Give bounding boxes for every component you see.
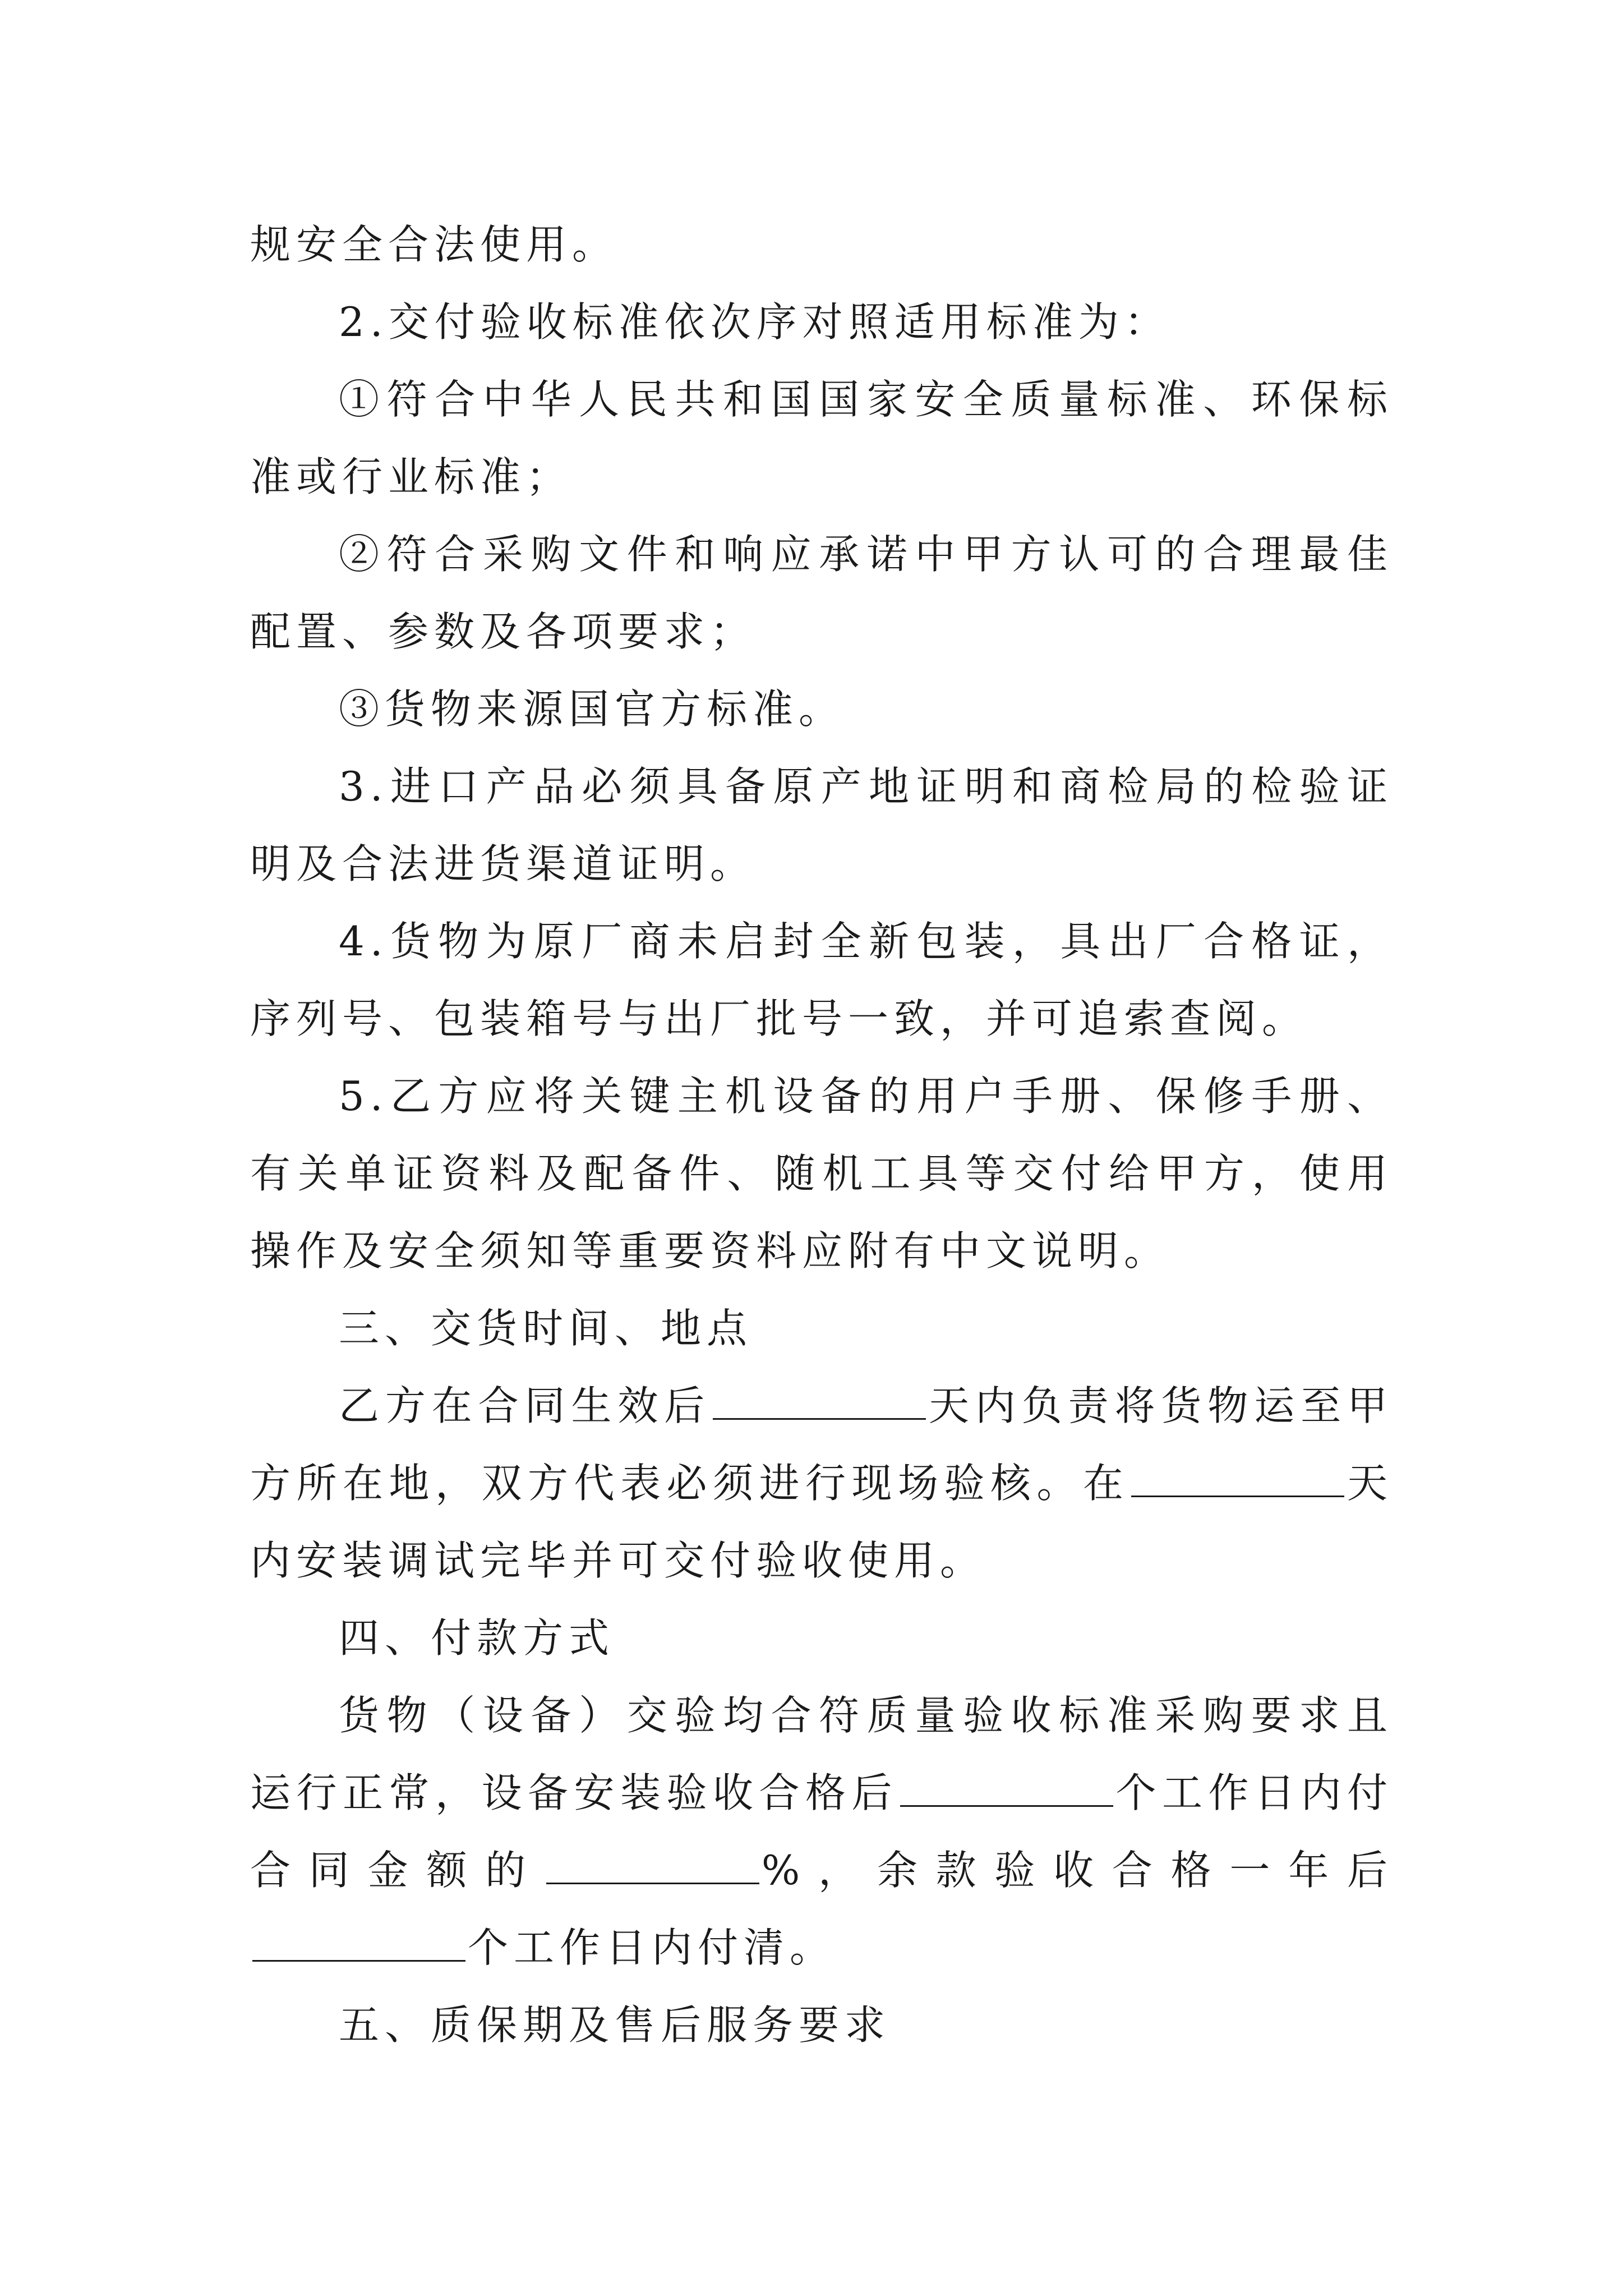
paragraph: ③货物来源国官方标准。: [339, 685, 845, 733]
fill-in-blank: [900, 1770, 1113, 1807]
paragraph: 规安全合法使用。: [250, 221, 619, 268]
fill-in-blank: [1131, 1461, 1344, 1497]
text-run: 个工作日内付合同金额的: [250, 1769, 1393, 1894]
text-run: 货物（设备）交验均合符质量验收标准采购要求且运行正常，设备安装验收合格后: [250, 1692, 1393, 1816]
fill-in-blank: [546, 1848, 759, 1884]
section-heading: 三、交货时间、地点: [339, 1305, 753, 1352]
document-body: [250, 206, 1393, 2064]
paragraph: ①符合中华人民共和国国家安全质量标准、环保标准或行业标准；: [250, 376, 1393, 500]
paragraph: 2.交付验收标准依次序对照适用标准为：: [339, 298, 1170, 346]
paragraph: 4.货物为原厂商未启封全新包装，具出厂合格证，序列号、包装箱号与出厂批号一致，并可追索查阅。: [250, 918, 1393, 1042]
paragraph: [250, 1677, 1393, 1986]
paragraph: 3.进口产品必须具备原产地证明和商检局的检验证明及合法进货渠道证明。: [250, 763, 1393, 887]
paragraph: 5.乙方应将关键主机设备的用户手册、保修手册、有关单证资料及配备件、随机工具等交付给甲方，使用操作及安全须知等重要资料应附有中文说明。: [250, 1073, 1393, 1274]
text-run: 个工作日内付清。: [468, 1924, 836, 1971]
text-run: 乙方在合同生效后: [339, 1382, 711, 1429]
text-run: %，余款验收合格一年后: [761, 1847, 1393, 1894]
paragraph: ②符合采购文件和响应承诺中甲方认可的合理最佳配置、参数及各项要求；: [250, 531, 1393, 655]
section-heading: 五、质保期及售后服务要求: [339, 2001, 891, 2049]
fill-in-blank: [252, 1925, 465, 1962]
text-run: 天内负责将货物运至甲方所在地，双方代表必须进行现场验核。在: [250, 1382, 1393, 1507]
fill-in-blank: [713, 1383, 926, 1420]
section-heading: 四、付款方式: [339, 1614, 615, 1662]
text-run: 天内安装调试完毕并可交付验收使用。: [250, 1460, 1393, 1584]
paragraph: [250, 1367, 1393, 1599]
